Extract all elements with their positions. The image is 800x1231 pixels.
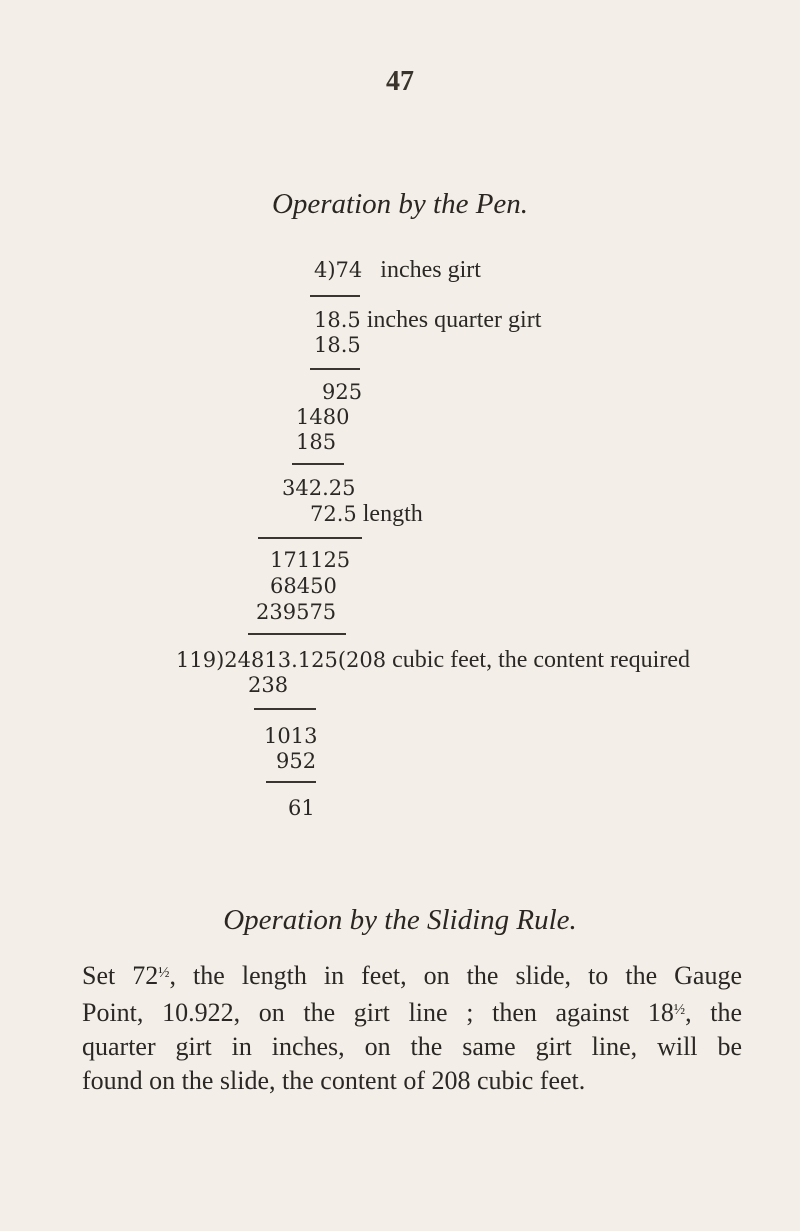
calc-number: 18.5 — [314, 308, 361, 332]
subtraction-rule — [266, 781, 316, 783]
calc-label: inches quarter girt — [366, 307, 542, 333]
calc-line-2 — [314, 306, 541, 334]
calc-line-3 — [314, 331, 361, 359]
calc-label: length — [362, 501, 423, 527]
multiplication-rule — [310, 368, 360, 370]
calc-line-16 — [288, 794, 315, 822]
calc-number: 342.25 — [282, 476, 356, 500]
calc-number: 238 — [248, 673, 289, 697]
sum-rule — [248, 633, 346, 635]
calc-line-6 — [296, 428, 336, 456]
calc-line-10 — [270, 572, 337, 600]
calc-line-9 — [270, 546, 350, 574]
calc-line-11 — [256, 598, 336, 626]
calc-number: 952 — [276, 749, 317, 773]
text-segment: Set 72 — [82, 961, 159, 990]
sum-rule — [292, 463, 344, 465]
calc-number: 185 — [296, 430, 337, 454]
calc-line-1 — [314, 256, 481, 284]
sliding-rule-paragraph — [82, 956, 742, 1098]
text-segment: , the — [685, 998, 742, 1027]
calc-line-14 — [264, 722, 317, 750]
heading-operation-by-pen: Operation by the Pen. — [271, 188, 529, 220]
subtraction-rule — [254, 708, 316, 710]
calc-number: 925 — [322, 380, 363, 404]
paragraph-line-2 — [82, 993, 742, 1030]
calc-label: inches girt — [380, 257, 481, 283]
calc-number: 4)74 — [314, 258, 363, 282]
multiplication-rule — [258, 537, 362, 539]
calc-number: 18.5 — [314, 333, 361, 357]
calc-number: 239575 — [256, 600, 337, 624]
paragraph-line-4: found on the slide, the content of 208 cubic feet. — [82, 1066, 586, 1095]
calc-number: 61 — [288, 796, 315, 820]
calc-line-8 — [310, 500, 423, 528]
calc-line-12 — [176, 646, 690, 674]
calc-line-5 — [296, 403, 349, 431]
fraction-half: ½ — [673, 1002, 686, 1018]
calc-number: 72.5 — [310, 502, 357, 526]
calc-line-4 — [322, 378, 362, 406]
calc-number: 119)24813.125(208 — [176, 648, 387, 672]
paragraph-line-1 — [82, 956, 742, 993]
fraction-half: ½ — [158, 965, 170, 981]
heading-operation-by-sliding-rule: Operation by the Sliding Rule. — [223, 904, 577, 936]
calc-label: cubic feet, the content required — [392, 647, 690, 673]
text-segment: Point, 10.922, on the girt line ; then against 18 — [82, 998, 674, 1027]
calc-number: 68450 — [270, 574, 337, 598]
page-number: 47 — [386, 66, 414, 97]
text-segment: , the length in feet, on the slide, to the Gauge — [169, 961, 742, 990]
calc-number: 1013 — [264, 724, 318, 748]
calc-line-15 — [276, 747, 316, 775]
division-rule — [310, 295, 360, 297]
calc-number: 1480 — [296, 405, 350, 429]
calc-number: 171125 — [270, 548, 351, 572]
paragraph-line-3: quarter girt in inches, on the same girt line, will be — [82, 1032, 742, 1061]
calc-line-13 — [248, 671, 288, 699]
calc-line-7 — [282, 474, 355, 502]
